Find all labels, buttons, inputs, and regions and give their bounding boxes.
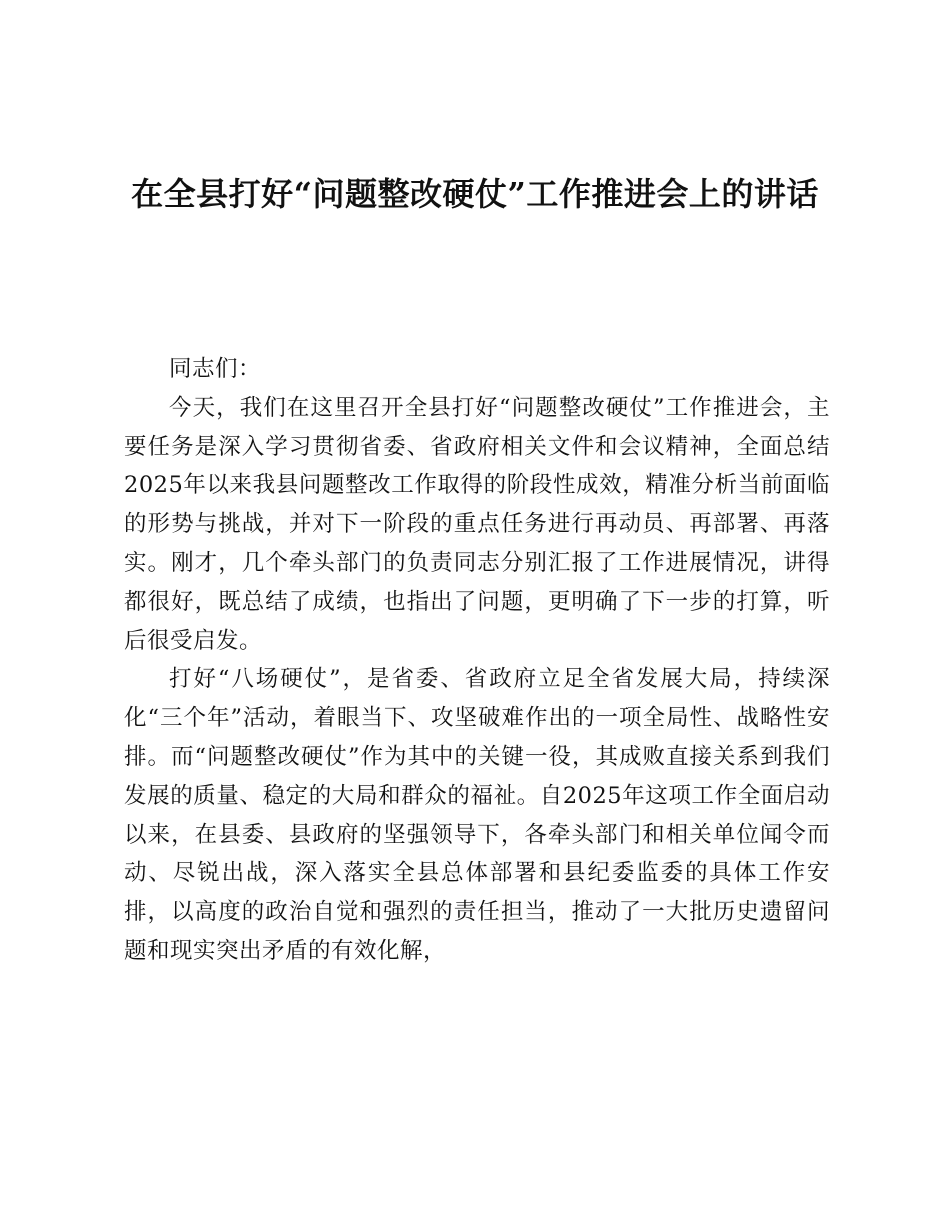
salutation: 同志们： — [169, 356, 262, 382]
paragraph-2: 打好“八场硬仗”，是省委、省政府立足全省发展大局，持续深化“三个年”活动，着眼当下、攻坚破难作出的一项全局性、战略性安排。而“问题整改硬仗”作为其中的关键一役，其成败直接关系到我们发展的质量、稳定的大局和群众的福祉。自2025年这项工作全面启动以来，在县委、县政府的坚强领导下，各牵头部门和相关单位闻令而动、尽锐出战，深入落实全县总体部署和县纪委监委的具体工作安排，以高度的政治自觉和强烈的责任担当，推动了一大批历史遗留问题和现实突出矛盾的有效化解， — [124, 666, 830, 964]
paragraph-1: 今天，我们在这里召开全县打好“问题整改硬仗”工作推进会，主要任务是深入学习贯彻省委、省政府相关文件和会议精神，全面总结2025年以来我县问题整改工作取得的阶段性成效，精准分析当前面临的形势与挑战，并对下一阶段的重点任务进行再动员、再部署、再落实。刚才，几个牵头部门的负责同志分别汇报了工作进展情况，讲得都很好，既总结了成绩，也指出了问题，更明确了下一步的打算，听后很受启发。 — [124, 394, 830, 654]
document-title: 在全县打好“问题整改硬仗”工作推进会上的讲话 — [131, 175, 819, 213]
document-body — [124, 350, 830, 971]
